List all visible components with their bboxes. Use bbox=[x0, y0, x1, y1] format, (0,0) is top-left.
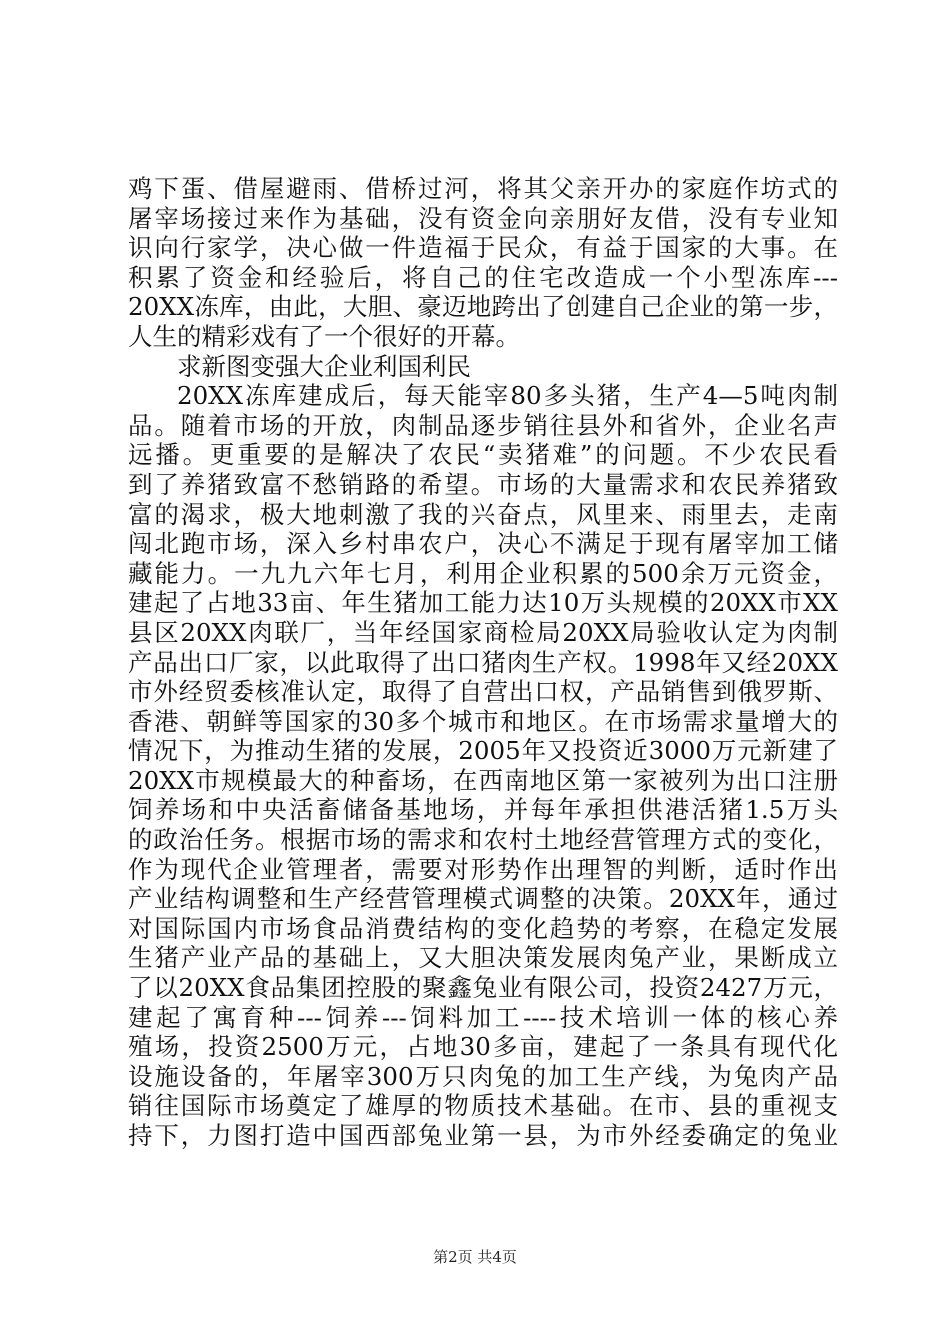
text-line: 远播。更重要的是解决了农民“卖猪难”的问题。不少农民看 bbox=[128, 440, 838, 470]
text-line: 县区20XX肉联厂，当年经国家商检局20XX局验收认定为肉制 bbox=[128, 617, 838, 647]
text-line: 识向行家学，决心做一件造福于民众，有益于国家的大事。在 bbox=[128, 233, 838, 263]
text-line: 情况下，为推动生猪的发展，2005年又投资近3000万元新建了 bbox=[128, 736, 838, 766]
text-line: 20XX市规模最大的种畜场，在西南地区第一家被列为出口注册 bbox=[128, 765, 838, 795]
text-line: 闯北跑市场，深入乡村串农户，决心不满足于现有屠宰加工储 bbox=[128, 529, 838, 559]
page-footer: 第2页 共4页 bbox=[433, 1248, 517, 1266]
text-line: 了以20XX食品集团控股的聚鑫兔业有限公司，投资2427万元， bbox=[128, 973, 838, 1003]
body-text bbox=[128, 174, 838, 1151]
text-line: 作为现代企业管理者，需要对形势作出理智的判断，适时作出 bbox=[128, 854, 838, 884]
text-line: 生猪产业产品的基础上，又大胆决策发展肉兔产业，果断成立 bbox=[128, 943, 838, 973]
text-line: 鸡下蛋、借屋避雨、借桥过河，将其父亲开办的家庭作坊式的 bbox=[128, 174, 838, 203]
text-line: 藏能力。一九九六年七月，利用企业积累的500余万元资金， bbox=[128, 558, 838, 588]
text-line: 人生的精彩戏有了一个很好的开幕。 bbox=[128, 321, 520, 351]
text-line: 建起了占地33亩、年生猪加工能力达10万头规模的20XX市XX bbox=[128, 588, 838, 618]
text-line: 饲养场和中央活畜储备基地场，并每年承担供港活猪1.5万头 bbox=[128, 795, 838, 825]
text-line: 的政治任务。根据市场的需求和农村土地经营管理方式的变化， bbox=[128, 825, 838, 855]
text-line: 求新图变强大企业利国利民 bbox=[177, 351, 471, 381]
text-line: 产业结构调整和生产经营管理模式调整的决策。20XX年，通过 bbox=[128, 884, 838, 914]
text-line: 到了养猪致富不愁销路的希望。市场的大量需求和农民养猪致 bbox=[128, 469, 838, 499]
text-line: 殖场，投资2500万元，占地30多亩，建起了一条具有现代化 bbox=[128, 1032, 838, 1062]
text-line: 富的渴求，极大地刺激了我的兴奋点，风里来、雨里去，走南 bbox=[128, 499, 838, 529]
text-line: 香港、朝鲜等国家的30多个城市和地区。在市场需求量增大的 bbox=[128, 706, 838, 736]
text-line: 品。随着市场的开放，肉制品逐步销往县外和省外，企业名声 bbox=[128, 410, 838, 440]
text-line: 持下，力图打造中国西部兔业第一县，为市外经委确定的兔业 bbox=[128, 1121, 838, 1150]
text-line: 积累了资金和经验后，将自己的住宅改造成一个小型冻库--- bbox=[128, 262, 838, 292]
text-line: 20XX冻库，由此，大胆、豪迈地跨出了创建自己企业的第一步， bbox=[128, 292, 838, 322]
text-line: 建起了寓育种---饲养---饲料加工----技术培训一体的核心养 bbox=[128, 1002, 838, 1032]
text-line: 设施设备的，年屠宰300万只肉兔的加工生产线，为兔肉产品 bbox=[128, 1061, 838, 1091]
text-line: 产品出口厂家，以此取得了出口猪肉生产权。1998年又经20XX bbox=[128, 647, 838, 677]
text-line: 屠宰场接过来作为基础，没有资金向亲朋好友借，没有专业知 bbox=[128, 203, 838, 233]
text-line: 市外经贸委核准认定，取得了自营出口权，产品销售到俄罗斯、 bbox=[128, 677, 838, 707]
text-line: 销往国际市场奠定了雄厚的物质技术基础。在市、县的重视支 bbox=[128, 1091, 838, 1121]
text-line: 20XX冻库建成后，每天能宰80多头猪，生产4—5吨肉制 bbox=[177, 381, 838, 411]
text-line: 对国际国内市场食品消费结构的变化趋势的考察，在稳定发展 bbox=[128, 913, 838, 943]
